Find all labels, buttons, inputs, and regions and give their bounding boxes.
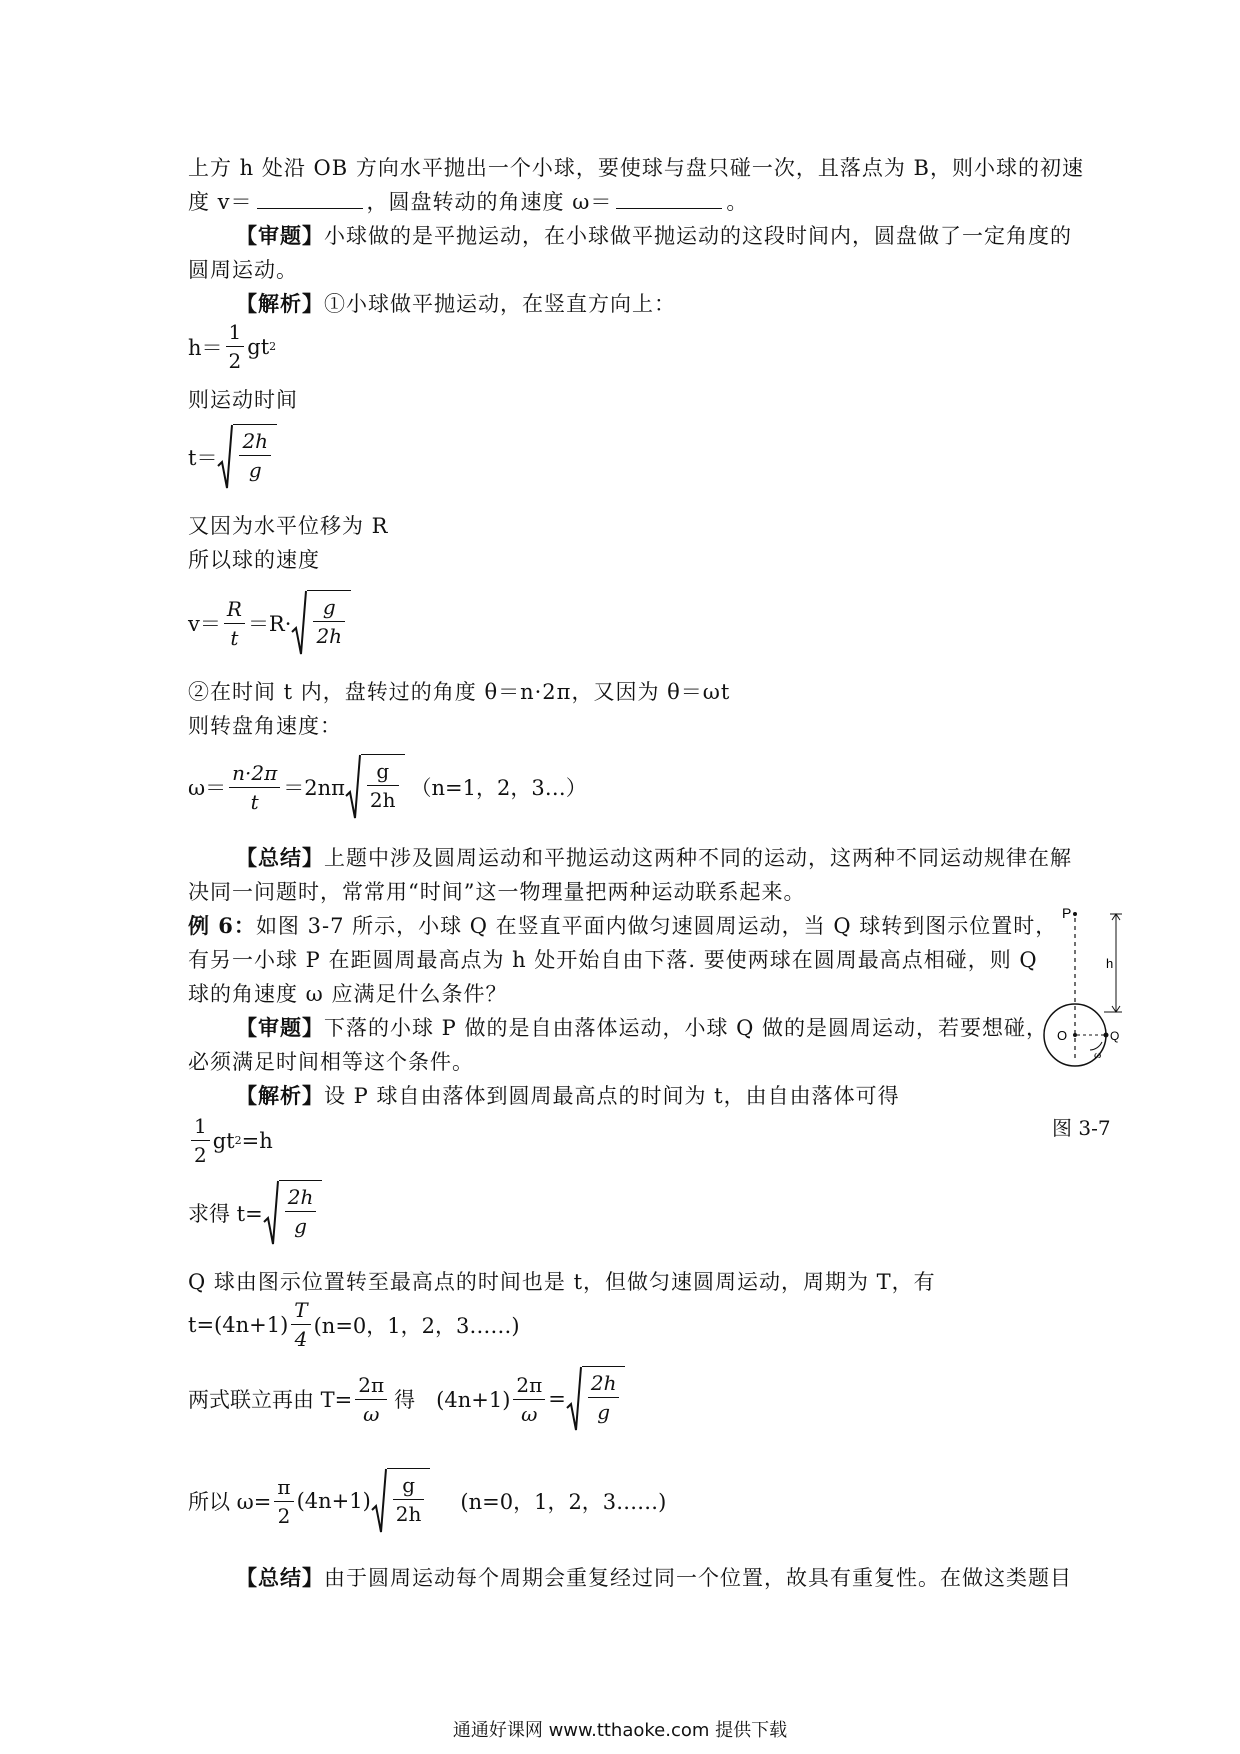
denominator: ω <box>521 1401 538 1426</box>
equation-t-sqrt <box>188 424 277 490</box>
numerator: g <box>367 757 399 786</box>
fraction <box>355 1371 387 1428</box>
equation-t-period <box>188 1296 520 1353</box>
fraction <box>191 1112 210 1169</box>
denominator: 2h <box>369 788 396 812</box>
radical-sign <box>566 1366 582 1432</box>
fraction <box>291 1296 310 1353</box>
denominator: t <box>230 625 239 650</box>
eq-rest: gt <box>212 1128 235 1153</box>
analysis-tag: 【解析】 <box>236 1083 324 1108</box>
fraction <box>274 1473 293 1530</box>
eq-lhs: t=(4n+1) <box>188 1312 289 1337</box>
omega-prompt: ，圆盘转动的角速度 ω＝ <box>366 190 613 214</box>
label-o: O <box>1057 1028 1068 1043</box>
eq-mid: (4n+1) <box>296 1489 371 1513</box>
review-1-line-2: 圆周运动。 <box>188 258 298 282</box>
example-6-line-3: 球的角速度 ω 应满足什么条件？ <box>188 982 508 1006</box>
q-ball-text: Q 球由图示位置转至最高点的时间也是 t，但做匀速圆周运动，周期为 T，有 <box>188 1270 936 1294</box>
denominator: t <box>250 789 259 814</box>
radical-sign <box>217 424 233 490</box>
sqrt <box>217 424 277 490</box>
eq-lhs: 两式联立再由 T= <box>188 1388 353 1412</box>
equation-omega-result <box>188 1468 666 1534</box>
footer-text: 通通好课网 www.tthaoke.com 提供下载 <box>452 1720 788 1741</box>
eq-lhs: t＝ <box>188 446 218 470</box>
omega-blank <box>616 188 722 209</box>
numerator: R <box>224 595 245 624</box>
summary-1-line-2: 决同一问题时，常常用“时间”这一物理量把两种运动联系起来。 <box>188 880 806 904</box>
review-tag: 【审题】 <box>236 1015 324 1040</box>
numerator: 2h <box>285 1183 317 1212</box>
angular-velocity-label: 则转盘角速度： <box>188 714 342 738</box>
exponent: 2 <box>269 340 277 353</box>
denominator: g <box>294 1214 307 1238</box>
velocity-blank <box>257 188 363 209</box>
equals-sign: = <box>548 1387 566 1411</box>
fraction <box>393 1471 425 1528</box>
numerator: n·2π <box>229 759 280 788</box>
example-6-line-2: 有另一小球 P 在距圆周最高点为 h 处开始自由下落. 要使两球在圆周最高点相碰，则 Q <box>188 948 1038 972</box>
velocity-prompt: 度 v＝ <box>188 190 253 214</box>
numerator: 1 <box>191 1112 210 1141</box>
condition: (n=0，1，2，3……) <box>313 1313 520 1338</box>
label-q: Q <box>1110 1029 1120 1043</box>
radicand <box>361 754 405 820</box>
numerator: 2π <box>513 1371 545 1400</box>
fraction <box>224 595 245 652</box>
summary-tag: 【总结】 <box>236 845 324 870</box>
eq-lhs: v＝ <box>188 612 221 636</box>
condition: （n=1，2，3…） <box>410 776 587 800</box>
review-text: 小球做的是平抛运动，在小球做平抛运动的这段时间内，圆盘做了一定角度的 <box>324 224 1072 248</box>
denominator: 2 <box>277 1503 291 1528</box>
eq-tail: =h <box>241 1128 273 1153</box>
numerator: 2π <box>355 1371 387 1400</box>
analysis-2-line <box>236 1080 900 1110</box>
numerator: g <box>393 1471 425 1500</box>
fraction <box>239 427 271 484</box>
problem-text-line-2 <box>188 186 748 216</box>
equation-combine <box>188 1366 625 1432</box>
fraction <box>313 593 345 650</box>
sqrt <box>291 590 351 656</box>
analysis-tag: 【解析】 <box>236 291 324 316</box>
review-text: 下落的小球 P 做的是自由落体运动，小球 Q 做的是圆周运动，若要想碰， <box>324 1016 1049 1040</box>
ball-p <box>1073 912 1077 916</box>
fraction <box>285 1183 317 1240</box>
summary-text: 由于圆周运动每个周期会重复经过同一个位置，故具有重复性。在做这类题目 <box>324 1566 1072 1590</box>
time-label: 则运动时间 <box>188 388 298 412</box>
denominator: g <box>248 458 262 482</box>
analysis-text: ①小球做平抛运动，在竖直方向上： <box>324 292 676 316</box>
center-o <box>1073 1033 1077 1037</box>
example-tag: 例 6： <box>188 913 256 938</box>
radical-sign <box>371 1468 387 1534</box>
radicand <box>387 1468 431 1534</box>
condition: (n=0，1，2，3……) <box>460 1490 667 1514</box>
review-1-line-1 <box>236 220 1072 250</box>
numerator: 2h <box>239 427 271 456</box>
analysis-text: 设 P 球自由落体到圆周最高点的时间为 t，由自由落体可得 <box>324 1084 900 1108</box>
eq-mid: ＝2nπ <box>283 776 345 800</box>
analysis-1-line <box>236 288 676 318</box>
eq-lhs: ω＝ <box>188 776 227 800</box>
eq-lhs: 所以 ω= <box>188 1490 272 1514</box>
equation-v <box>188 590 351 656</box>
fraction <box>588 1369 620 1426</box>
equation-free-fall <box>188 1112 273 1169</box>
numerator: g <box>313 593 345 622</box>
denominator: g <box>597 1400 611 1424</box>
summary-tag: 【总结】 <box>236 1565 324 1590</box>
eq-rest: gt <box>247 334 270 359</box>
angle-text: ②在时间 t 内，盘转过的角度 θ＝n·2π，又因为 θ＝ωt <box>188 680 731 704</box>
radicand <box>307 590 351 656</box>
denominator: 4 <box>294 1327 308 1351</box>
summary-1-line-1 <box>236 842 1072 872</box>
label-h: h <box>1106 956 1114 971</box>
radicand <box>279 1180 323 1246</box>
radical-sign <box>291 590 307 656</box>
equation-omega <box>188 754 587 820</box>
numerator: 1 <box>226 318 245 347</box>
displacement-text: 又因为水平位移为 R <box>188 514 389 538</box>
eq-mid: ＝R· <box>247 612 292 636</box>
sqrt <box>263 1180 323 1246</box>
figure-3-7 <box>1040 900 1160 1090</box>
numerator: π <box>274 1473 293 1502</box>
denominator: 2 <box>194 1143 207 1167</box>
review-tag: 【审题】 <box>236 223 324 248</box>
fraction <box>226 318 245 375</box>
review-2-line-1 <box>236 1012 1048 1042</box>
sqrt <box>566 1366 626 1432</box>
problem-text-line-1: 上方 h 处沿 OB 方向水平抛出一个小球，要使球与盘只碰一次，且落点为 B，则小球的初速 <box>188 156 1084 180</box>
example-text: 如图 3-7 所示，小球 Q 在竖直平面内做匀速圆周运动，当 Q 球转到图示位置时， <box>255 914 1058 938</box>
fraction <box>229 759 280 816</box>
figure-caption: 图 3-7 <box>1052 1116 1111 1140</box>
numerator: T <box>291 1296 310 1325</box>
radical-sign <box>263 1180 279 1246</box>
eq-mid: 得 (4n+1) <box>394 1388 511 1412</box>
summary-2-line-1 <box>236 1562 1072 1592</box>
radical-sign <box>345 754 361 820</box>
denominator: ω <box>363 1401 380 1426</box>
ball-q <box>1104 1033 1109 1038</box>
radicand <box>233 424 277 490</box>
denominator: 2h <box>316 624 343 648</box>
velocity-text: 所以球的速度 <box>188 548 320 572</box>
denominator: 2h <box>395 1502 422 1526</box>
equation-t-result <box>188 1180 322 1246</box>
denominator: 2 <box>228 349 242 373</box>
numerator: 2h <box>588 1369 620 1398</box>
fraction <box>513 1371 545 1428</box>
exponent: 2 <box>234 1134 242 1147</box>
equation-h-half-gt2 <box>188 318 276 375</box>
label-omega: ω <box>1094 1049 1102 1061</box>
label-p: P <box>1062 905 1072 921</box>
eq-lhs: h＝ <box>188 335 223 360</box>
fraction <box>367 757 399 814</box>
review-2-line-2: 必须满足时间相等这个条件。 <box>188 1050 474 1074</box>
eq-lhs: 求得 t= <box>188 1202 263 1226</box>
summary-text: 上题中涉及圆周运动和平抛运动这两种不同的运动，这两种不同运动规律在解 <box>324 846 1072 870</box>
period-mark: 。 <box>726 190 749 214</box>
example-6-line-1 <box>188 910 1057 940</box>
sqrt <box>345 754 405 820</box>
sqrt <box>371 1468 431 1534</box>
radicand <box>582 1366 626 1432</box>
